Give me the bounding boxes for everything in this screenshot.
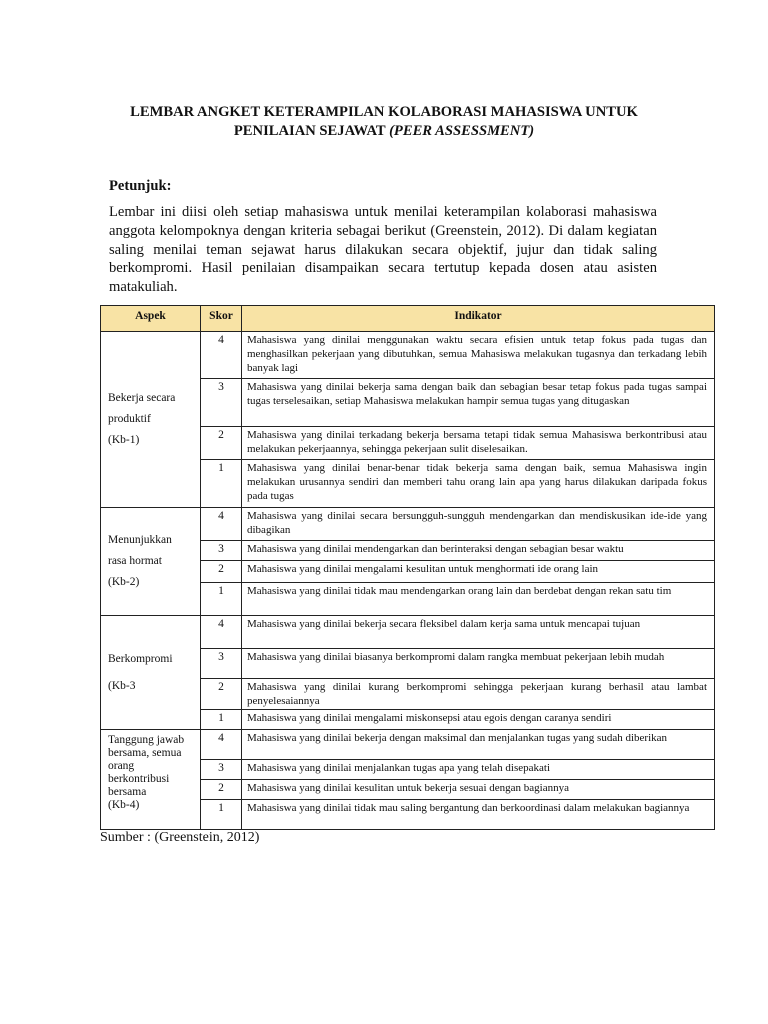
indicator-cell: Mahasiswa yang dinilai tidak mau saling bergantung dan berkoordinasi dalam melakukan bagiannya [242, 800, 715, 830]
indicator-cell: Mahasiswa yang dinilai mendengarkan dan berinteraksi dengan sebagian besar waktu [242, 541, 715, 561]
score-cell: 1 [201, 710, 242, 730]
score-cell: 4 [201, 508, 242, 541]
title-line-1: LEMBAR ANGKET KETERAMPILAN KOLABORASI MAHASISWA UNTUK [130, 104, 638, 120]
indicator-cell: Mahasiswa yang dinilai menggunakan waktu secara efisien untuk tetap fokus pada tugas dan menghasilkan pekerjaan yang dibutuhkan, semua Mahasiswa melakukan tugasnya dan terkadang lebih banyak lagi [242, 332, 715, 379]
aspect-line: bersama, semua [108, 747, 182, 759]
aspect-line: (Kb-3 [108, 679, 136, 692]
score-cell: 2 [201, 561, 242, 583]
score-cell: 2 [201, 427, 242, 460]
aspect-line: Bekerja secara [108, 392, 176, 404]
score-cell: 4 [201, 616, 242, 649]
indicator-cell: Mahasiswa yang dinilai mengalami miskonsepsi atau egois dengan caranya sendiri [242, 710, 715, 730]
score-cell: 4 [201, 332, 242, 379]
instructions-text: Lembar ini diisi oleh setiap mahasiswa untuk menilai keterampilan kolaborasi mahasiswa anggota kelompoknya dengan kriteria sebagai berikut (Greenstein, 2012). Di dalam kegiatan saling menilai teman sejawat harus dilakukan secara objektif, jujur dan tidak saling berkompromi. Hasil penilaian disampaikan secara tertutup kepada dosen atau asisten matakuliah. [109, 204, 657, 296]
rubric-table [100, 305, 715, 830]
aspect-line: (Kb-2) [108, 576, 140, 588]
aspect-line: Berkompromi [108, 652, 173, 665]
indicator-cell: Mahasiswa yang dinilai kurang berkompromi sehingga pekerjaan kurang berhasil atau lambat penyelesaiannya [242, 679, 715, 710]
aspect-line: Menunjukkan [108, 534, 172, 546]
title-line-2 [100, 122, 668, 141]
score-cell: 3 [201, 379, 242, 427]
score-cell: 1 [201, 460, 242, 508]
header-skor: Skor [201, 306, 242, 332]
table-header-row [101, 306, 715, 332]
instructions-heading: Petunjuk: [109, 178, 172, 194]
table-row [101, 616, 715, 649]
aspect-line: produktif [108, 413, 151, 425]
aspect-line: orang [108, 760, 135, 772]
aspect-cell-kb3 [101, 616, 201, 730]
score-cell: 1 [201, 583, 242, 616]
indicator-cell: Mahasiswa yang dinilai terkadang bekerja bersama tetapi tidak semua Mahasiswa berkontribusi atau melakukan pekerjaannya, sehingga pekerjaan sulit diselesaikan. [242, 427, 715, 460]
aspect-line: rasa hormat [108, 555, 162, 567]
indicator-cell: Mahasiswa yang dinilai bekerja secara fleksibel dalam kerja sama untuk mencapai tujuan [242, 616, 715, 649]
indicator-cell: Mahasiswa yang dinilai mengalami kesulitan untuk menghormati ide orang lain [242, 561, 715, 583]
table-row [101, 332, 715, 379]
score-cell: 2 [201, 679, 242, 710]
score-cell: 2 [201, 780, 242, 800]
score-cell: 3 [201, 541, 242, 561]
score-cell: 3 [201, 649, 242, 679]
aspect-line: bersama [108, 786, 147, 798]
document-title [100, 103, 668, 141]
source-citation: Sumber : (Greenstein, 2012) [100, 830, 260, 845]
title-line-2-plain: PENILAIAN SEJAWAT [233, 123, 390, 139]
score-cell: 1 [201, 800, 242, 830]
aspect-line: berkontribusi [108, 773, 170, 785]
score-cell: 4 [201, 730, 242, 760]
header-aspek: Aspek [101, 306, 201, 332]
aspect-cell-kb4 [101, 730, 201, 830]
aspect-line: (Kb-1) [108, 434, 140, 446]
indicator-cell: Mahasiswa yang dinilai bekerja dengan maksimal dan menjalankan tugas yang sudah diberikan [242, 730, 715, 760]
score-cell: 3 [201, 760, 242, 780]
aspect-line: (Kb-4) [108, 799, 140, 811]
table-row [101, 730, 715, 760]
aspect-line: Tanggung jawab [108, 734, 185, 746]
header-indikator: Indikator [242, 306, 715, 332]
indicator-cell: Mahasiswa yang dinilai benar-benar tidak bekerja sama dengan baik, semua Mahasiswa ingin melakukan urusannya sendiri dan memberi tahu orang lain apa yang harus dilakukan daripada fokus pada tugas [242, 460, 715, 508]
indicator-cell: Mahasiswa yang dinilai tidak mau mendengarkan orang lain dan berdebat dengan rekan satu tim [242, 583, 715, 616]
aspect-cell-kb1 [101, 332, 201, 508]
aspect-cell-kb2 [101, 508, 201, 616]
indicator-cell: Mahasiswa yang dinilai biasanya berkompromi dalam rangka membuat pekerjaan lebih mudah [242, 649, 715, 679]
indicator-cell: Mahasiswa yang dinilai bekerja sama dengan baik dan sebagian besar tetap fokus pada tugas sampai tugas terselesaikan, setiap Mahasiswa melakukan hampir semua tugas yang ditugaskan [242, 379, 715, 427]
indicator-cell: Mahasiswa yang dinilai kesulitan untuk bekerja sesuai dengan bagiannya [242, 780, 715, 800]
title-line-2-italic: (PEER ASSESSMENT) [389, 123, 535, 139]
indicator-cell: Mahasiswa yang dinilai menjalankan tugas apa yang telah disepakati [242, 760, 715, 780]
table-row [101, 508, 715, 541]
indicator-cell: Mahasiswa yang dinilai secara bersungguh-sungguh mendengarkan dan mendiskusikan ide-ide yang dibagikan [242, 508, 715, 541]
